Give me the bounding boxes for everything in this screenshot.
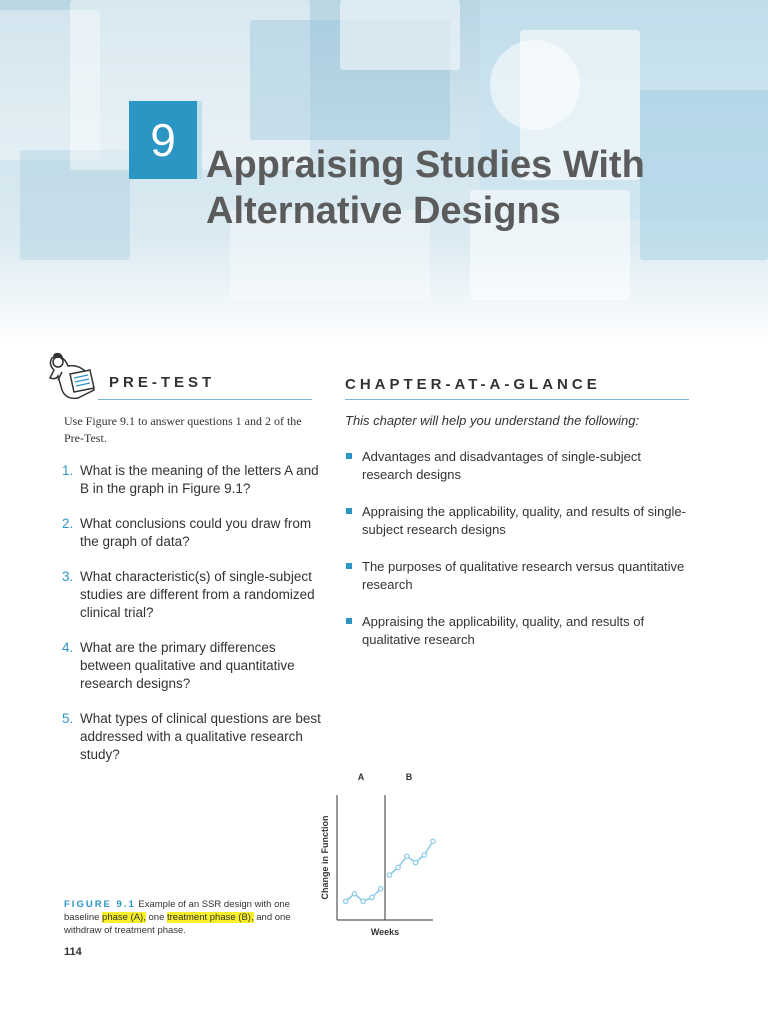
chart-layer xyxy=(320,772,435,937)
phase-label-b: B xyxy=(405,772,413,782)
question-text: What characteristic(s) of single-subject studies are different from a randomized clinical trial? xyxy=(80,569,315,620)
pretest-intro: Use Figure 9.1 to answer questions 1 and 2 of the Pre-Test. xyxy=(64,414,302,445)
question-item xyxy=(62,515,327,551)
square-bullet-icon xyxy=(346,508,352,514)
question-text: What are the primary differences between qualitative and quantitative research designs? xyxy=(80,640,295,691)
data-point xyxy=(361,899,365,903)
data-point xyxy=(413,860,417,864)
chapter-number: 9 xyxy=(129,101,197,179)
square-bullet-icon xyxy=(346,618,352,624)
data-point xyxy=(387,873,391,877)
data-point xyxy=(431,839,435,843)
chapter-number-edge xyxy=(197,101,202,179)
page-number: 114 xyxy=(64,946,82,958)
question-item xyxy=(62,462,327,498)
question-number: 5. xyxy=(62,711,74,726)
glance-item-text: Appraising the applicability, quality, and results of qualitative research xyxy=(362,614,645,647)
question-text: What conclusions could you draw from the graph of data? xyxy=(80,516,312,549)
question-number: 4. xyxy=(62,640,74,655)
caption-text: one xyxy=(145,912,167,923)
question-number: 1. xyxy=(62,463,74,478)
chapter-title-line2: Alternative Designs xyxy=(206,190,561,232)
glance-item-text: Appraising the applicability, quality, and results of single-subject research designs xyxy=(362,504,686,537)
glance-heading: CHAPTER-AT-A-GLANCE xyxy=(345,376,601,393)
y-axis-label: Change in Function xyxy=(320,815,330,900)
glance-item-text: Advantages and disadvantages of single-subject research designs xyxy=(362,449,641,482)
banner-decor-circle xyxy=(490,40,580,130)
glance-item xyxy=(345,613,695,649)
x-axis-label: Weeks xyxy=(370,927,400,937)
question-number: 2. xyxy=(62,516,74,531)
phase-label-a: A xyxy=(357,772,365,782)
glance-item-text: The purposes of qualitative research versus quantitative research xyxy=(362,559,685,592)
caption-highlight-phase-a: phase (A), xyxy=(102,912,146,923)
data-point xyxy=(422,853,426,857)
glance-item xyxy=(345,448,695,484)
data-point xyxy=(352,892,356,896)
question-item xyxy=(62,639,327,693)
figure-caption xyxy=(64,898,314,937)
data-point xyxy=(344,899,348,903)
data-point xyxy=(396,865,400,869)
figure-9-1-chart xyxy=(310,765,450,940)
caption-text: and one withdraw of treatment phase. xyxy=(64,912,291,936)
question-item xyxy=(62,568,327,622)
square-bullet-icon xyxy=(346,563,352,569)
question-text: What is the meaning of the letters A and B in the graph in Figure 9.1? xyxy=(80,463,319,496)
pretest-rule xyxy=(98,399,312,400)
glance-item xyxy=(345,558,695,594)
caption-highlight-phase-b: treatment phase (B), xyxy=(167,912,254,923)
glance-list xyxy=(345,448,695,649)
square-bullet-icon xyxy=(346,453,352,459)
glance-item xyxy=(345,503,695,539)
question-item xyxy=(62,710,327,764)
chapter-title-line1: Appraising Studies With xyxy=(206,144,645,186)
data-point xyxy=(405,854,409,858)
caption-text: Example of an SSR design with one baseline xyxy=(64,899,290,923)
pretest-person-icon xyxy=(44,350,100,404)
pretest-questions xyxy=(62,462,327,764)
chapter-title xyxy=(206,142,726,234)
data-point xyxy=(378,887,382,891)
banner-decor-square xyxy=(340,0,460,70)
glance-rule xyxy=(345,399,689,400)
data-point xyxy=(370,895,374,899)
series-line-b xyxy=(389,841,433,875)
pretest-heading: PRE-TEST xyxy=(109,374,216,391)
figure-label: FIGURE 9.1 xyxy=(64,899,136,910)
glance-intro: This chapter will help you understand the following: xyxy=(345,413,640,428)
question-text: What types of clinical questions are best addressed with a qualitative research study? xyxy=(80,711,321,762)
question-number: 3. xyxy=(62,569,74,584)
